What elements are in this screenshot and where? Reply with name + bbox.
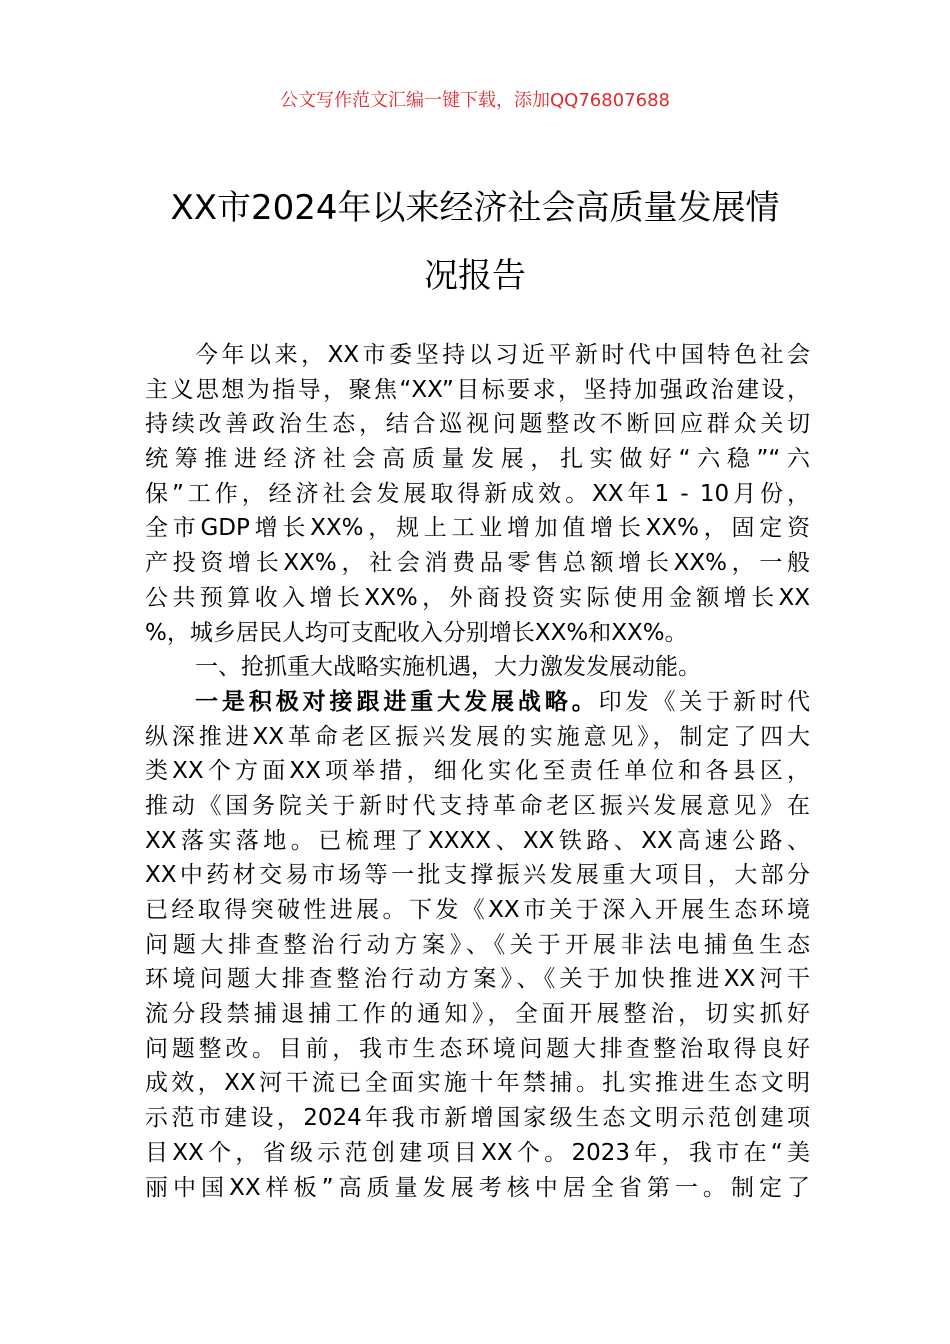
- watermark-text: 公文写作范文汇编一键下载，添加QQ76807688: [280, 90, 670, 111]
- paragraph-line: 问题整改。目前，我市生态环境问题大排查整治取得良好: [145, 1035, 810, 1062]
- document-title-line-1: XX市2024年以来经济社会高质量发展情: [170, 188, 780, 228]
- paragraph-line: 统筹推进经济社会高质量发展，扎实做好“六稳”“六: [145, 446, 810, 473]
- paragraph-line: 推动《国务院关于新时代支持革命老区振兴发展意见》在: [145, 792, 810, 819]
- paragraph-line: 示范市建设，2024年我市新增国家级生态文明示范创建项: [145, 1105, 810, 1132]
- document-title-line-2: 况报告: [424, 256, 526, 296]
- paragraph-line: XX落实落地。已梳理了XXXX、XX铁路、XX高速公路、: [145, 827, 810, 854]
- paragraph-line: 纵深推进XX革命老区振兴发展的实施意见》，制定了四大: [145, 723, 810, 750]
- paragraph-text: 印发《关于新时代: [598, 688, 811, 715]
- paragraph-line: 类XX个方面XX项举措，细化实化至责任单位和各县区，: [145, 758, 810, 785]
- paragraph-line: %，城乡居民人均可支配收入分别增长XX%和XX%。: [145, 619, 688, 646]
- paragraph-line: 流分段禁捕退捕工作的通知》，全面开展整治，切实抓好: [145, 1001, 810, 1028]
- paragraph-line: 保”工作，经济社会发展取得新成效。XX年1 - 10月份，: [145, 480, 810, 507]
- document-body: [145, 338, 810, 1205]
- paragraph-line: 已经取得突破性进展。下发《XX市关于深入开展生态环境: [145, 897, 810, 923]
- section-heading: 一、抢抓重大战略实施机遇，大力激发发展动能。: [195, 654, 701, 681]
- paragraph-line: 问题大排查整治行动方案》、《关于开展非法电捕鱼生态: [145, 931, 810, 958]
- paragraph-line: 环境问题大排查整治行动方案》、《关于加快推进XX河干: [145, 966, 810, 993]
- paragraph-line: 成效，XX河干流已全面实施十年禁捕。扎实推进生态文明: [145, 1070, 810, 1097]
- paragraph-line: 全市GDP增长XX%，规上工业增加值增长XX%，固定资: [145, 515, 810, 542]
- paragraph-line: 主义思想为指导，聚焦“XX”目标要求，坚持加强政治建设，: [145, 376, 810, 403]
- paragraph-line: XX中药材交易市场等一批支撑振兴发展重大项目，大部分: [145, 862, 810, 889]
- paragraph-line: 产投资增长XX%，社会消费品零售总额增长XX%，一般: [145, 550, 810, 577]
- paragraph-line: [145, 685, 810, 720]
- bold-lead: 一是积极对接跟进重大发展战略。: [195, 688, 599, 715]
- paragraph-line: 丽中国XX样板”高质量发展考核中居全省第一。制定了: [145, 1174, 810, 1201]
- paragraph-line: 持续改善政治生态，结合巡视问题整改不断回应群众关切: [145, 411, 810, 438]
- paragraph-line: 目XX个，省级示范创建项目XX个。2023年，我市在“美: [145, 1139, 810, 1166]
- paragraph-line: 公共预算收入增长XX%，外商投资实际使用金额增长XX: [145, 584, 810, 611]
- paragraph-line: 今年以来，XX市委坚持以习近平新时代中国特色社会: [195, 342, 810, 368]
